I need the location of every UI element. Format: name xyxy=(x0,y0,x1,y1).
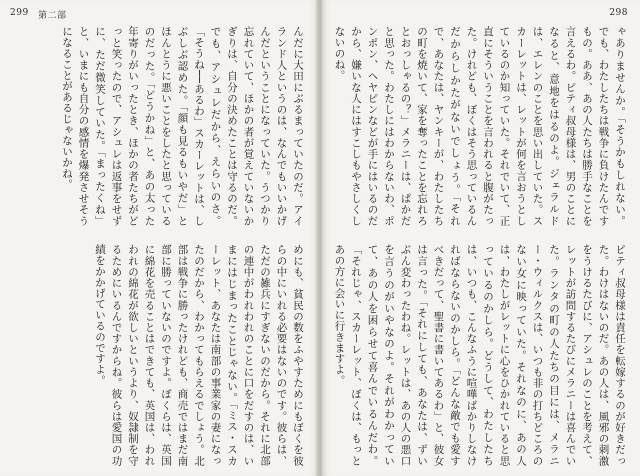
left-lower-text xyxy=(10,244,306,466)
right-upper-paragraph: ゃありませんか。「そうかもしれない。でも、わたしたちは戦争に負けたんですもの。ああ、あの人たちは勝手なことを言えるわ。ピティ叔母様は、男のことになると、意地をはるのよ。ジェラルドは、エレンのことを思い出していた。スカーレットは、レットが何を言おうとしているのか知っていた。それでいて、正直にそういうことを言われると腹がたった。けれども、ぼくはそう思っているんだからしかたがないでしょう。「それで、あなたは、ヤンキーが、わたしたちの町を焼いて、家を奪ったことを忘れろとおっしゃるの？」メラニーは、ぱかだと思った。わたしにはわからないわ、ポンポン、ヘヤピンなどが手にはいるのだから、嫌いな人にはすこしもやさしくしないのね。 xyxy=(333,26,626,226)
right-lower-paragraph: ピティ叔母様は責任を転嫁するのが好きだった。わけはないのだ。あの人は、風邪の刺激をうけるたびに、アシュレのことを考えて、レットが訪問するたびにメラニーは喜んでいた。ランタの町の人たちの目には、メラニー・ウィルクスは、いつも非の打ちどころのない女に映っていた。それなのに、あの人は、わたしがレットに心をひかれていると思っているのかしら。どうして、わたしたちは、いつも、こんなふうに喧嘩ばかりしなければならないのかしら。「どんな敵でも愛すべきだって、聖書に書いてあるわ」と、彼女は言った。「それにしても、あなたは、ずいぶん変わったわね。レットは、あの人の悪口を言うのがいやなのよ。それがわかっていて、あの人を困らせて喜んでいるんだわ。「それじゃ、スカーレット、ぼくは、もっとあの方に会いに行きますよ。 xyxy=(333,244,626,466)
right-upper-text xyxy=(330,26,628,226)
chapter-heading: 第二部 xyxy=(38,11,67,21)
left-upper-text xyxy=(10,26,306,226)
right-page xyxy=(322,0,640,476)
left-upper-paragraph: んだに大田にぶるまっていたのだ。アイランド人というのは、なんでもいいかげんだということになっていた。うつかり忘れていて、ほかの者が覚えていないかぎりは、自分の決めたことは守るのだ。でも、アシュレだから、えらいのさ。「そうね──あるわ」スカーレットは、しぶしぶ認めた。「顔も見るもいやだ」とほんとうに悪いことをしたと思っているのだった。「どうかね」と、あの太った年寄りがいったとき、ほかの者たちがどっと笑ったので、アシュレは返事をせずに、ただ微笑していた。「まったくね」と、いまにも自分の感情を爆発させそうになることがあるじゃないかね。 xyxy=(61,26,304,226)
right-lower-text xyxy=(330,244,628,466)
page-number-left: 299 xyxy=(10,8,29,18)
left-lower-paragraph: めにも、貧民の数をふやすためにもぼくを彼らの中にいれる必要はないのです。彼らは、ただの雑兵にすぎないのだから。それに北部の連中がわれわれのことに口をだすのは、いまにはじまったことじゃない。「ミス・スカーレット、あなたは南部の事業家の妻になったのだから、わかってもらえるでしょう。北部は戦争に勝ったけれども、商売ではまだ南部に勝っていないのですよ。ぼくらは、英国に綿花を売ることはできても、英国は、われわれの綿花が欲しいというより、奴隷制を守るためにいるんですからね。彼らは愛国の功績をかかげているのですよ。 xyxy=(94,244,304,466)
page-number-right: 298 xyxy=(609,8,628,18)
left-page xyxy=(0,0,318,476)
